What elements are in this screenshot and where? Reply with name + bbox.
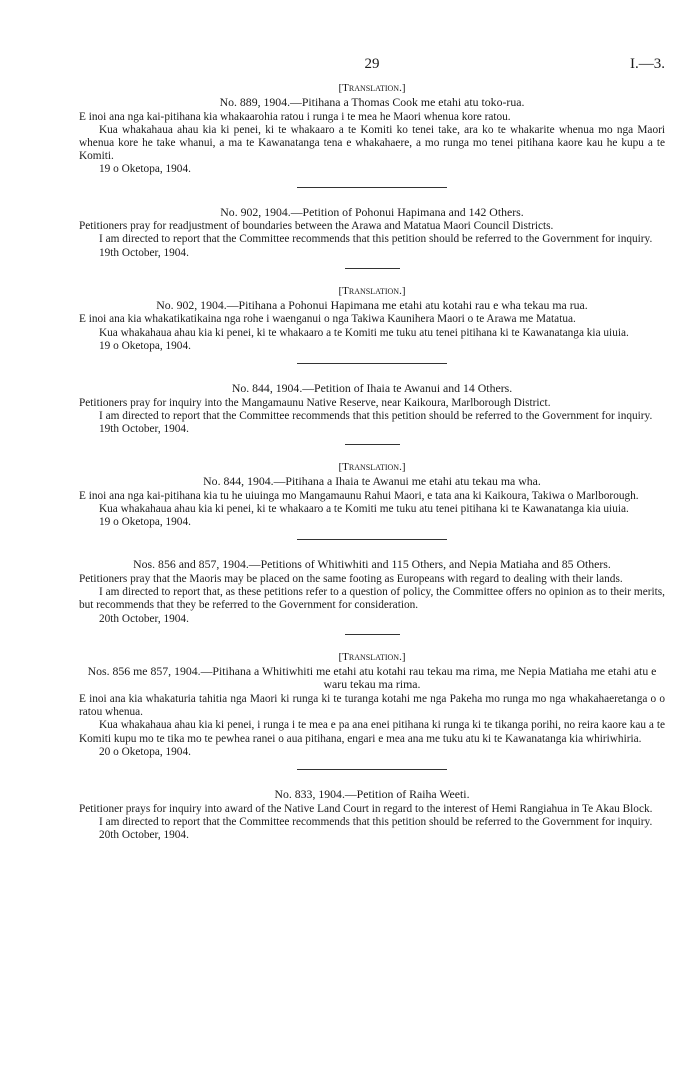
petition-heading: Nos. 856 me 857, 1904.—Pitihana a Whitiwhiti me etahi atu kotahi rau tekau ma rima, me Nepia Matiaha me etahi atu e waru tekau ma rima. bbox=[87, 663, 657, 692]
page-number: 29 bbox=[364, 56, 380, 72]
page-header bbox=[79, 56, 665, 82]
report-date: 19 o Oketopa, 1904. bbox=[99, 516, 191, 529]
section-divider bbox=[297, 363, 447, 364]
report-date: 19th October, 1904. bbox=[99, 246, 189, 259]
report-date: 19 o Oketopa, 1904. bbox=[99, 163, 191, 176]
petition-prayer: E inoi ana kia whakatikatikaina nga rohe i waenganui o nga Takiwa Kaunihera Maori o te Arawa me Matatua. bbox=[79, 313, 576, 326]
report-date: 19th October, 1904. bbox=[99, 423, 189, 436]
petition-prayer: E inoi ana nga kai-pitihana kia tu he uiuinga mo Mangamaunu Rahui Maori, e tata ana ki Kaikoura, Takiwa o Marlborough. bbox=[79, 489, 639, 502]
report-date: 20th October, 1904. bbox=[99, 612, 189, 625]
petition-prayer: Petitioners pray for inquiry into the Mangamaunu Native Reserve, near Kaikoura, Marlborough District. bbox=[79, 396, 551, 409]
petition-section bbox=[79, 206, 665, 260]
petition-section bbox=[79, 382, 665, 436]
committee-report: Kua whakahaua ahau kia ki penei, ki te whakaaro a te Komiti ko tenei take, ara ko te whakarite whenua mo nga Maori whenua kore he take whanui, a ma te Kawanatanga tena e whakahaere, a mo runga mo tenei pitihana kaore kau he kupu a te Komiti. bbox=[79, 123, 665, 163]
translation-label: [Translation.] bbox=[338, 461, 406, 474]
petition-section bbox=[79, 651, 665, 759]
petition-section bbox=[79, 82, 665, 177]
petition-heading: No. 844, 1904.—Pitihana a Ihaia te Awanui me etahi atu tekau ma wha. bbox=[203, 474, 541, 489]
committee-report: I am directed to report that the Committee recommends that this petition should be referred to the Government for inquiry. bbox=[99, 815, 653, 828]
petition-heading: No. 902, 1904.—Pitihana a Pohonui Hapimana me etahi atu kotahi rau e wha tekau ma rua. bbox=[156, 297, 588, 312]
petition-heading: No. 833, 1904.—Petition of Raiha Weeti. bbox=[274, 787, 470, 802]
committee-report: Kua whakahaua ahau kia ki penei, i runga i te mea e pa ana enei pitihana ki runga ki te tikanga porihi, no reira kaore kau a te Komiti kupu mo te tika mo te pewhea ranei o aua pitihana, engari e mea ana me tuku atu ki te Kawanatanga kia whiriwhiria. bbox=[79, 719, 665, 745]
petition-heading: No. 902, 1904.—Petition of Pohonui Hapimana and 142 Others. bbox=[220, 204, 524, 219]
petition-prayer: Petitioners pray for readjustment of boundaries between the Arawa and Matatua Maori Council Districts. bbox=[79, 220, 554, 233]
report-date: 19 o Oketopa, 1904. bbox=[99, 339, 191, 352]
petition-section bbox=[79, 285, 665, 353]
translation-label: [Translation.] bbox=[338, 82, 406, 94]
petition-heading: Nos. 856 and 857, 1904.—Petitions of Whitiwhiti and 115 Others, and Nepia Matiaha and 85 Others. bbox=[133, 557, 611, 572]
committee-report: Kua whakahaua ahau kia ki penei, ki te whakaaro a te Komiti me tuku atu tenei pitihana ki te Kawanatanga kia uiuia. bbox=[99, 326, 629, 339]
petition-prayer: E inoi ana nga kai-pitihana kia whakaarohia ratou i runga i te mea he Maori whenua kore ratou. bbox=[79, 110, 511, 123]
committee-report: I am directed to report that the Committee recommends that this petition should be referred to the Government for inquiry. bbox=[99, 233, 653, 246]
petition-section bbox=[79, 788, 665, 842]
section-divider bbox=[297, 769, 447, 770]
petition-prayer: Petitioner prays for inquiry into award of the Native Land Court in regard to the interest of Hemi Rangiahua in Te Akau Block. bbox=[79, 802, 653, 815]
petition-section bbox=[79, 558, 665, 625]
report-date: 20 o Oketopa, 1904. bbox=[99, 745, 191, 758]
petition-section bbox=[79, 461, 665, 529]
translation-divider bbox=[345, 268, 400, 269]
petition-prayer: Petitioners pray that the Maoris may be placed on the same footing as Europeans with regard to dealing with their lands. bbox=[79, 573, 623, 586]
petition-prayer: E inoi ana kia whakaturia tahitia nga Maori ki runga ki te turanga kotahi me nga Pakeha mo runga mo nga whakahaeretanga o o ratou whenua. bbox=[79, 693, 665, 719]
petition-heading: No. 889, 1904.—Pitihana a Thomas Cook me etahi atu toko-rua. bbox=[219, 95, 525, 109]
committee-report: I am directed to report that the Committee recommends that this petition should be referred to the Government for inquiry. bbox=[99, 409, 653, 422]
translation-label: [Translation.] bbox=[338, 650, 406, 663]
section-divider bbox=[297, 539, 447, 540]
committee-report: I am directed to report that, as these petitions refer to a question of policy, the Committee offers no opinion as to their merits, but recommends that they be referred to the Government for consideration. bbox=[79, 586, 665, 612]
report-date: 20th October, 1904. bbox=[99, 829, 189, 842]
translation-label: [Translation.] bbox=[338, 284, 406, 297]
document-page bbox=[79, 56, 665, 842]
translation-divider bbox=[345, 634, 400, 635]
committee-report: Kua whakahaua ahau kia ki penei, ki te whakaaro a te Komiti me tuku atu tenei pitihana ki te Kawanatanga kia uiuia. bbox=[99, 503, 629, 516]
translation-divider bbox=[345, 444, 400, 445]
section-divider bbox=[297, 187, 447, 188]
paper-reference: I.—3. bbox=[630, 56, 665, 72]
petition-heading: No. 844, 1904.—Petition of Ihaia te Awanui and 14 Others. bbox=[231, 381, 513, 396]
